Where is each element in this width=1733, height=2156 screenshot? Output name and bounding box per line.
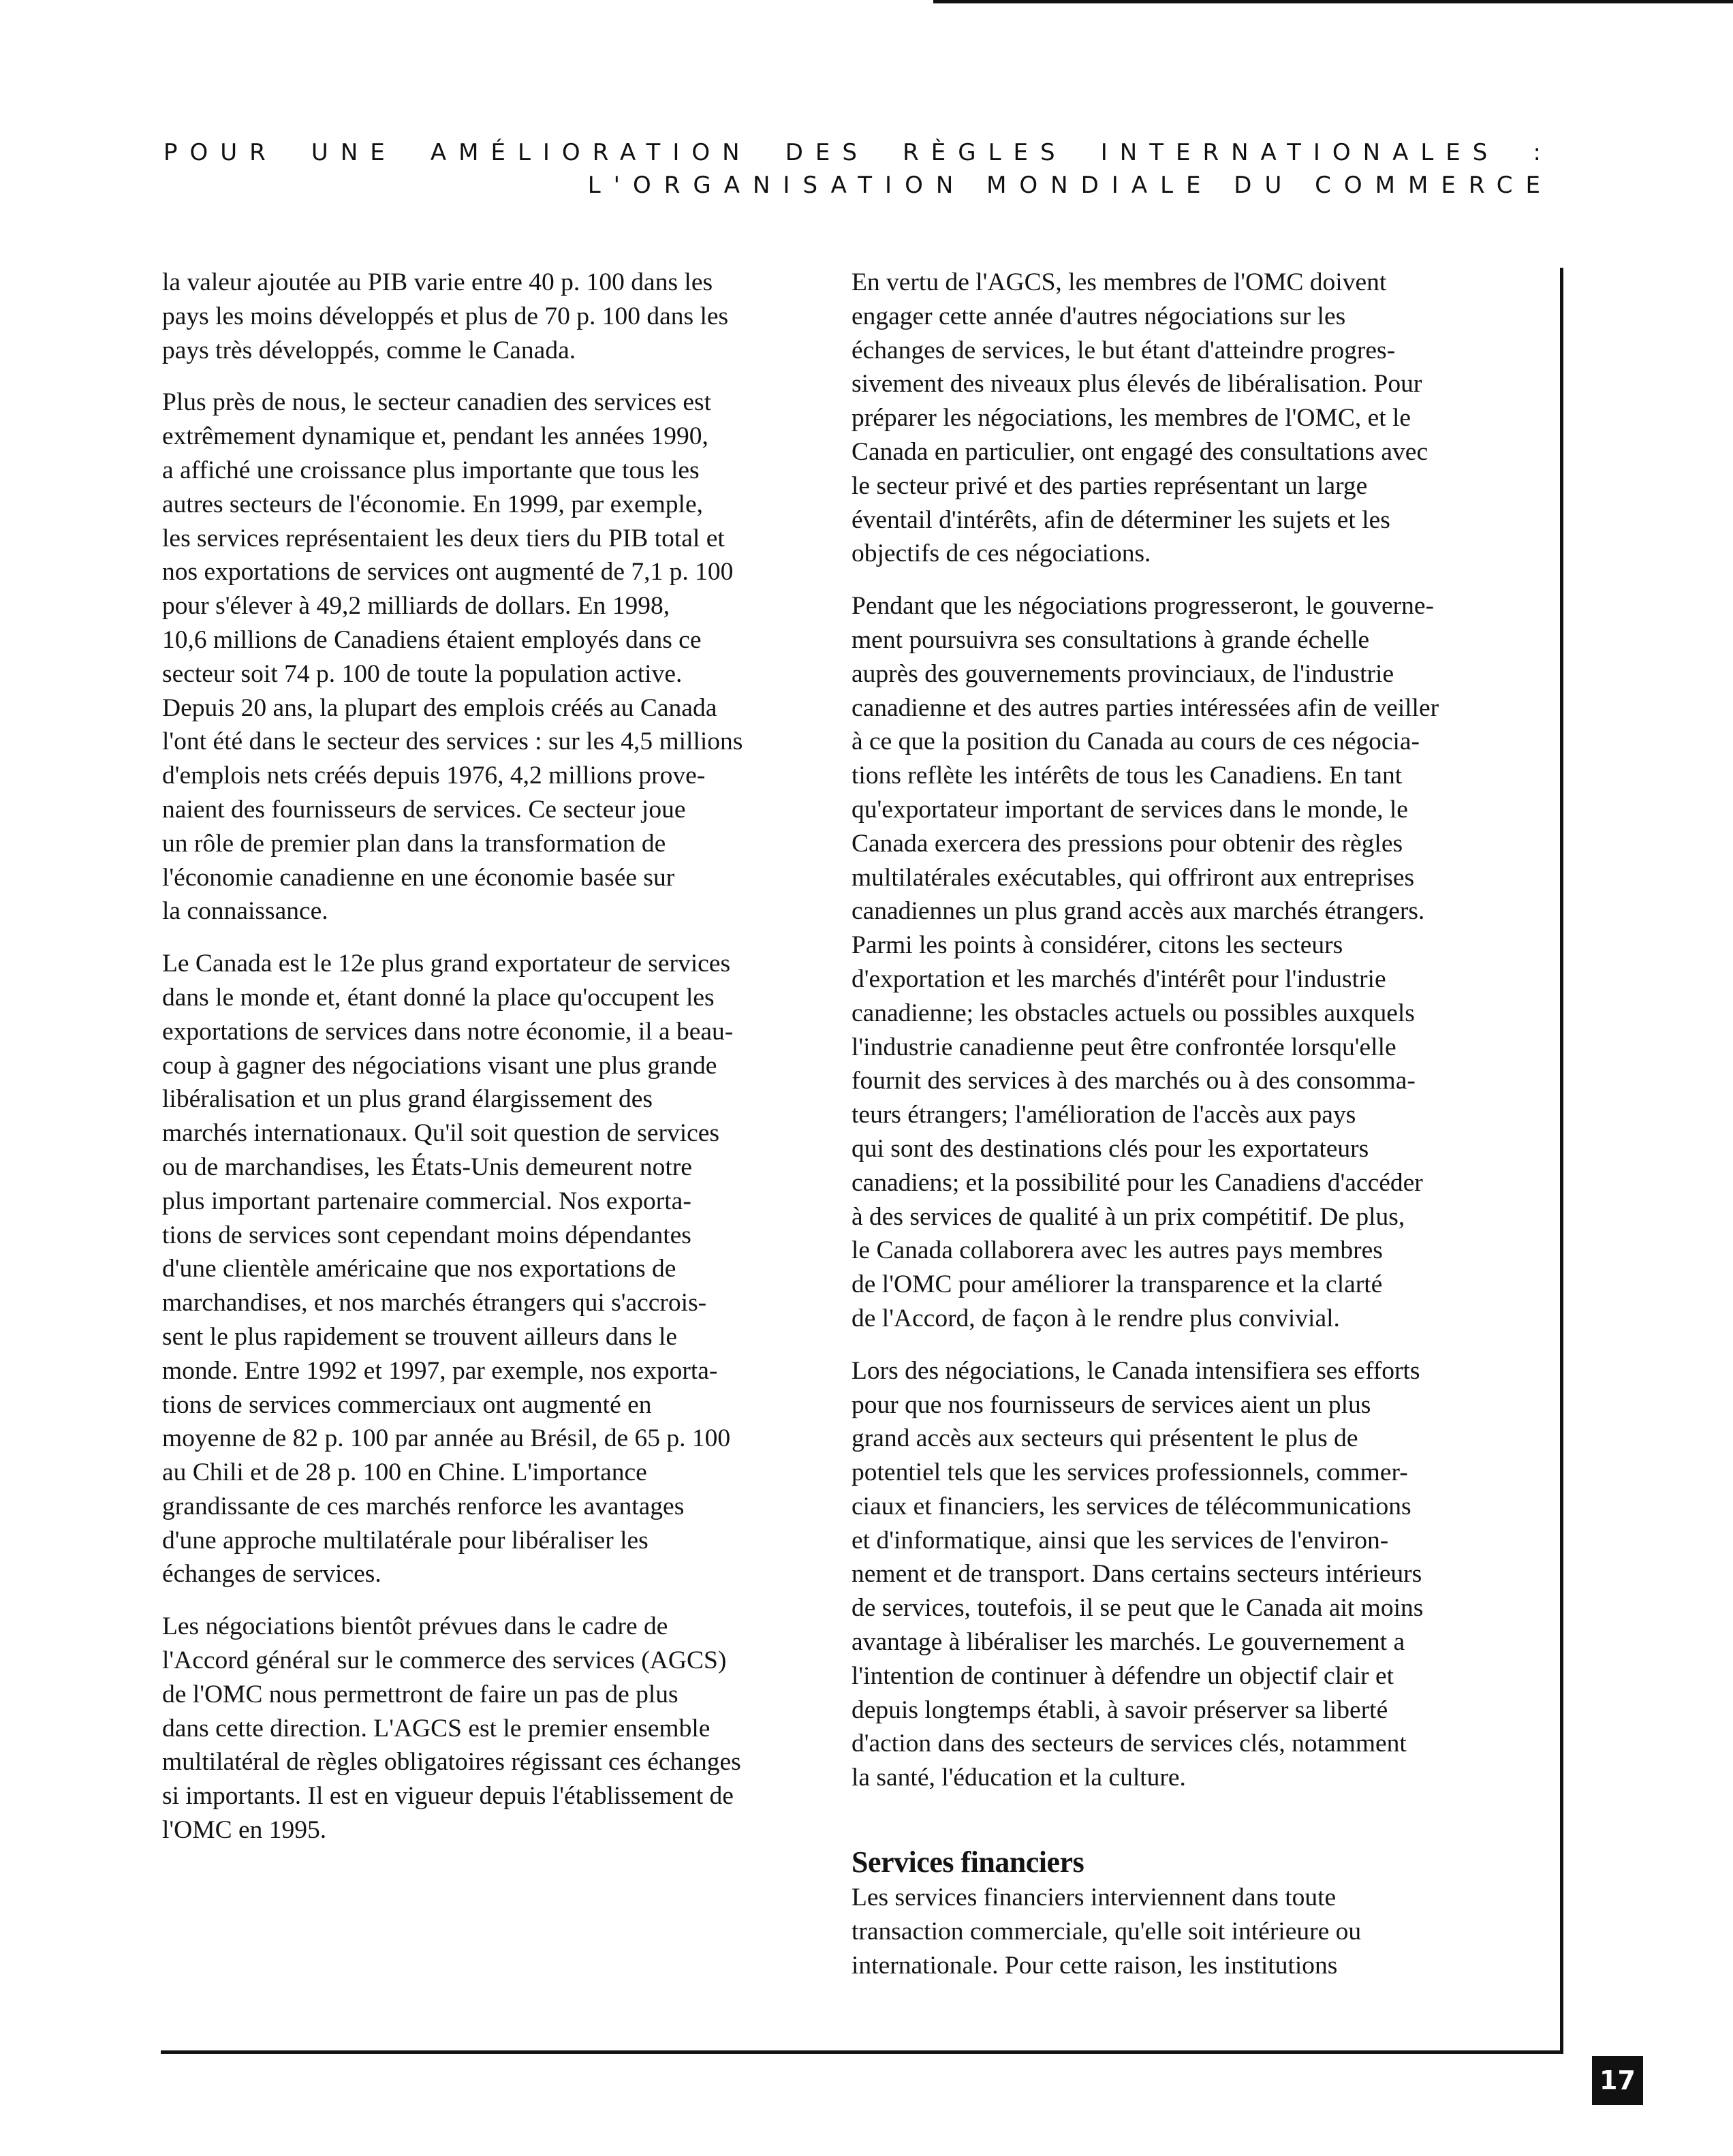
- text-line: 10,6 millions de Canadiens étaient employés dans ce: [162, 625, 702, 654]
- running-header: [163, 136, 1553, 202]
- text-line: l'économie canadienne en une économie basée sur: [162, 863, 675, 892]
- text-line: a affiché une croissance plus importante que tous les: [162, 456, 700, 484]
- text-line: tions reflète les intérêts de tous les Canadiens. En tant: [852, 762, 1403, 790]
- text-line: sent le plus rapidement se trouvent ailleurs dans le: [162, 1322, 678, 1351]
- text-line: un rôle de premier plan dans la transformation de: [162, 829, 666, 858]
- running-header-line-2: L'ORGANISATION MONDIALE DU COMMERCE: [587, 172, 1553, 199]
- right-column: [852, 266, 1465, 2001]
- text-line: marchandises, et nos marchés étrangers qui s'accrois-: [162, 1289, 707, 1317]
- text-line: pour s'élever à 49,2 milliards de dollars. En 1998,: [162, 592, 670, 621]
- text-line: échanges de services, le but étant d'atteindre progres-: [852, 336, 1396, 364]
- text-line: multilatérales exécutables, qui offriront aux entreprises: [852, 863, 1415, 892]
- text-line: Pendant que les négociations progresseront, le gouverne-: [852, 592, 1434, 621]
- section-heading: Services financiers: [852, 1845, 1084, 1879]
- text-line: canadienne; les obstacles actuels ou possibles auxquels: [852, 999, 1415, 1027]
- text-line: marchés internationaux. Qu'il soit question de services: [162, 1119, 720, 1148]
- text-line: monde. Entre 1992 et 1997, par exemple, nos exporta-: [162, 1356, 718, 1385]
- text-line: Les négociations bientôt prévues dans le cadre de: [162, 1612, 668, 1641]
- text-line: potentiel tels que les services professionnels, commer-: [852, 1458, 1408, 1487]
- text-line: de l'OMC nous permettront de faire un pas de plus: [162, 1680, 678, 1708]
- text-line: naient des fournisseurs de services. Ce secteur joue: [162, 795, 686, 824]
- text-line: éventail d'intérêts, afin de déterminer les sujets et les: [852, 505, 1390, 534]
- text-line: tions de services sont cependant moins dépendantes: [162, 1221, 691, 1249]
- text-line: qu'exportateur important de services dans le monde, le: [852, 795, 1408, 824]
- text-line: En vertu de l'AGCS, les membres de l'OMC doivent: [852, 268, 1387, 296]
- text-line: objectifs de ces négociations.: [852, 540, 1151, 568]
- running-header-line-1: POUR UNE AMÉLIORATION DES RÈGLES INTERNATIONALES :: [163, 139, 1553, 166]
- text-line: l'OMC en 1995.: [162, 1816, 327, 1845]
- text-line: nement et de transport. Dans certains secteurs intérieurs: [852, 1560, 1422, 1589]
- paragraph: [852, 1881, 1465, 1982]
- text-line: Plus près de nous, le secteur canadien des services est: [162, 388, 711, 417]
- text-line: la santé, l'éducation et la culture.: [852, 1764, 1186, 1792]
- text-line: Depuis 20 ans, la plupart des emplois créés au Canada: [162, 693, 717, 722]
- text-line: d'exportation et les marchés d'intérêt pour l'industrie: [852, 965, 1386, 993]
- text-line: engager cette année d'autres négociations sur les: [852, 302, 1346, 330]
- text-line: d'emplois nets créés depuis 1976, 4,2 millions prove-: [162, 762, 706, 790]
- text-line: si importants. Il est en vigueur depuis l'établissement de: [162, 1782, 734, 1811]
- text-line: dans cette direction. L'AGCS est le premier ensemble: [162, 1714, 711, 1743]
- text-line: plus important partenaire commercial. Nos exporta-: [162, 1187, 691, 1215]
- text-line: fournit des services à des marchés ou à des consomma-: [852, 1067, 1416, 1095]
- text-line: de l'OMC pour améliorer la transparence et la clarté: [852, 1270, 1383, 1299]
- text-line: qui sont des destinations clés pour les exportateurs: [852, 1134, 1369, 1163]
- text-line: teurs étrangers; l'amélioration de l'accès aux pays: [852, 1101, 1356, 1129]
- text-line: nos exportations de services ont augmenté de 7,1 p. 100: [162, 558, 734, 587]
- text-line: pays les moins développés et plus de 70 p. 100 dans les: [162, 302, 729, 330]
- text-line: ou de marchandises, les États-Unis demeurent notre: [162, 1153, 692, 1181]
- text-line: Le Canada est le 12e plus grand exportateur de services: [162, 950, 731, 978]
- text-line: d'une clientèle américaine que nos exportations de: [162, 1255, 676, 1283]
- text-line: pour que nos fournisseurs de services aient un plus: [852, 1390, 1371, 1419]
- text-line: l'intention de continuer à défendre un objectif clair et: [852, 1661, 1394, 1690]
- text-line: préparer les négociations, les membres de l'OMC, et le: [852, 404, 1411, 433]
- text-line: l'ont été dans le secteur des services : sur les 4,5 millions: [162, 728, 743, 756]
- text-line: tions de services commerciaux ont augmenté en: [162, 1390, 652, 1419]
- top-rule: [933, 0, 1733, 3]
- text-line: d'action dans des secteurs de services clés, notamment: [852, 1730, 1407, 1758]
- text-line: avantage à libéraliser les marchés. Le gouvernement a: [852, 1628, 1405, 1657]
- text-line: sivement des niveaux plus élevés de libéralisation. Pour: [852, 370, 1422, 399]
- text-line: coup à gagner des négociations visant une plus grande: [162, 1051, 717, 1080]
- text-line: secteur soit 74 p. 100 de toute la population active.: [162, 659, 683, 688]
- text-line: Canada exercera des pressions pour obtenir des règles: [852, 829, 1403, 858]
- paragraph: [852, 589, 1465, 1336]
- text-line: depuis longtemps établi, à savoir préserver sa liberté: [852, 1696, 1388, 1724]
- text-line: libéralisation et un plus grand élargissement des: [162, 1085, 653, 1114]
- text-line: pays très développés, comme le Canada.: [162, 336, 576, 364]
- text-line: internationale. Pour cette raison, les institutions: [852, 1951, 1338, 1980]
- left-column: [162, 266, 789, 1866]
- text-line: Lors des négociations, le Canada intensifiera ses efforts: [852, 1356, 1420, 1385]
- text-line: Parmi les points à considérer, citons les secteurs: [852, 931, 1343, 960]
- text-line: échanges de services.: [162, 1560, 381, 1589]
- text-line: dans le monde et, étant donné la place qu'occupent les: [162, 983, 715, 1012]
- text-line: le Canada collaborera avec les autres pays membres: [852, 1236, 1383, 1265]
- bottom-rule: [161, 2050, 1563, 2054]
- text-line: extrêmement dynamique et, pendant les années 1990,: [162, 422, 708, 451]
- text-line: les services représentaient les deux tiers du PIB total et: [162, 524, 725, 552]
- text-line: à des services de qualité à un prix compétitif. De plus,: [852, 1202, 1405, 1231]
- text-line: la connaissance.: [162, 897, 328, 926]
- text-line: à ce que la position du Canada au cours de ces négocia-: [852, 728, 1420, 756]
- paragraph: [162, 386, 789, 928]
- text-line: moyenne de 82 p. 100 par année au Brésil, de 65 p. 100: [162, 1424, 731, 1453]
- text-line: la valeur ajoutée au PIB varie entre 40 p. 100 dans les: [162, 268, 713, 296]
- paragraph: [162, 1610, 789, 1847]
- text-line: multilatéral de règles obligatoires régissant ces échanges: [162, 1748, 741, 1777]
- paragraph: [852, 1354, 1465, 1795]
- text-line: l'Accord général sur le commerce des services (AGCS): [162, 1646, 727, 1675]
- text-line: grandissante de ces marchés renforce les avantages: [162, 1492, 685, 1520]
- text-line: auprès des gouvernements provinciaux, de l'industrie: [852, 659, 1394, 688]
- paragraph: [852, 266, 1465, 571]
- text-line: canadiennes un plus grand accès aux marchés étrangers.: [852, 897, 1425, 926]
- text-line: de l'Accord, de façon à le rendre plus convivial.: [852, 1304, 1340, 1332]
- text-line: transaction commerciale, qu'elle soit intérieure ou: [852, 1917, 1362, 1946]
- paragraph: [162, 947, 789, 1591]
- text-line: d'une approche multilatérale pour libéraliser les: [162, 1526, 649, 1554]
- right-vertical-rule: [1560, 268, 1563, 2052]
- text-line: de services, toutefois, il se peut que le Canada ait moins: [852, 1594, 1424, 1623]
- text-line: le secteur privé et des parties représentant un large: [852, 471, 1368, 500]
- text-line: l'industrie canadienne peut être confrontée lorsqu'elle: [852, 1033, 1396, 1061]
- page-number: 17: [1592, 2056, 1643, 2105]
- text-line: au Chili et de 28 p. 100 en Chine. L'importance: [162, 1458, 647, 1487]
- text-line: Canada en particulier, ont engagé des consultations avec: [852, 437, 1428, 466]
- text-line: canadienne et des autres parties intéressées afin de veiller: [852, 693, 1439, 722]
- text-line: grand accès aux secteurs qui présentent le plus de: [852, 1424, 1358, 1453]
- text-line: et d'informatique, ainsi que les services de l'environ-: [852, 1526, 1389, 1554]
- text-line: ment poursuivra ses consultations à grande échelle: [852, 625, 1370, 654]
- text-line: autres secteurs de l'économie. En 1999, par exemple,: [162, 490, 703, 518]
- text-line: ciaux et financiers, les services de télécommunications: [852, 1492, 1411, 1520]
- text-line: canadiens; et la possibilité pour les Canadiens d'accéder: [852, 1168, 1423, 1197]
- text-line: exportations de services dans notre économie, il a beau-: [162, 1017, 734, 1046]
- paragraph: [162, 266, 789, 367]
- text-line: Les services financiers interviennent dans toute: [852, 1884, 1337, 1912]
